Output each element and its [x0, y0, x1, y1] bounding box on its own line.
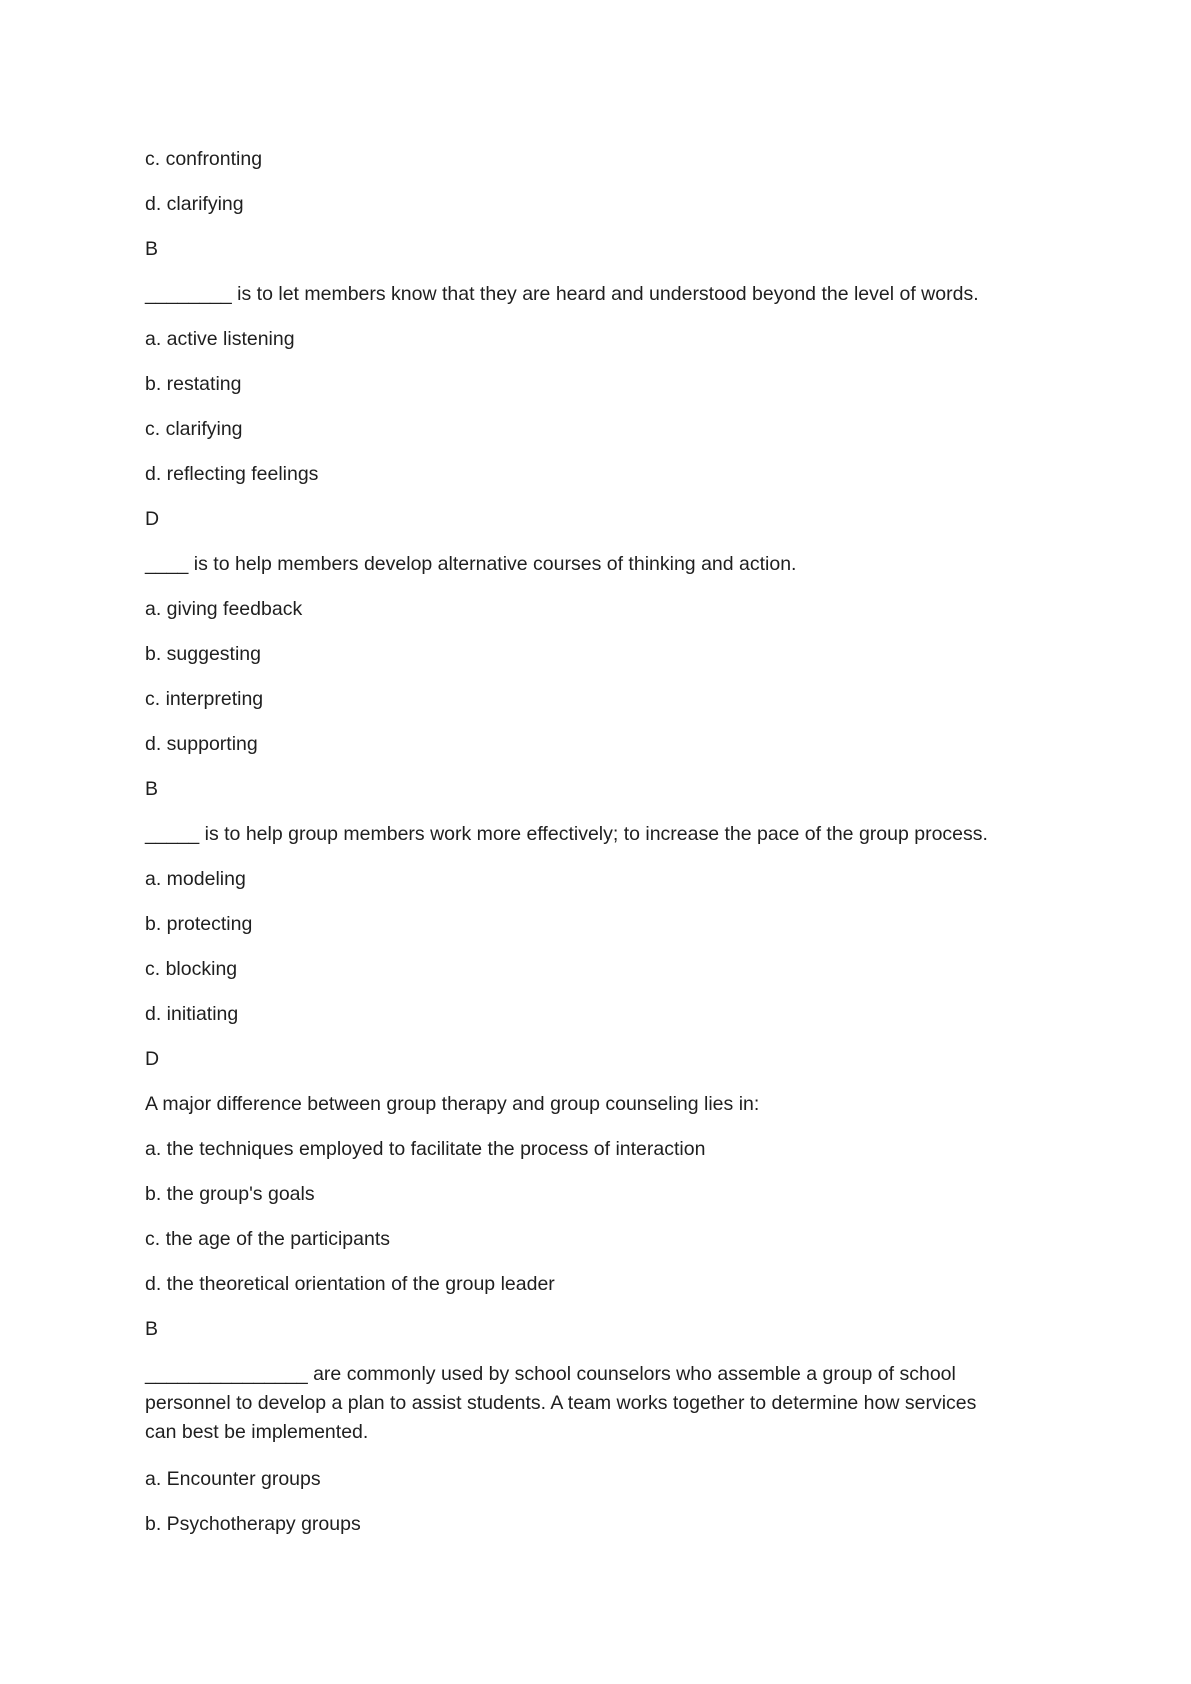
answer-key: D	[145, 1048, 160, 1070]
answer-key: B	[145, 1318, 159, 1340]
question-text: A major difference between group therapy and group counseling lies in:	[145, 1093, 760, 1115]
option-text: c. clarifying	[145, 418, 243, 440]
question-text: ________ is to let members know that they are heard and understood beyond the level of words.	[145, 283, 979, 305]
answer-key: D	[145, 508, 160, 530]
option-text: b. protecting	[145, 913, 253, 935]
option-text: a. giving feedback	[145, 598, 303, 620]
answer-key: B	[145, 778, 159, 800]
option-text: c. interpreting	[145, 688, 264, 710]
option-text: b. suggesting	[145, 643, 262, 665]
option-text: d. clarifying	[145, 193, 244, 215]
option-text: b. the group's goals	[145, 1183, 315, 1205]
question-line: _______________ are commonly used by school counselors who assemble a group of school	[145, 1363, 956, 1385]
option-text: c. the age of the participants	[145, 1228, 390, 1250]
option-text: a. Encounter groups	[145, 1468, 321, 1490]
option-text: d. the theoretical orientation of the group leader	[145, 1273, 555, 1295]
question-line: can best be implemented.	[145, 1421, 369, 1443]
question-text: ____ is to help members develop alternative courses of thinking and action.	[145, 553, 797, 575]
question-text: _____ is to help group members work more effectively; to increase the pace of the group process.	[145, 823, 988, 845]
option-text: a. active listening	[145, 328, 295, 350]
option-text: c. blocking	[145, 958, 238, 980]
option-text: c. confronting	[145, 148, 263, 170]
option-text: d. supporting	[145, 733, 258, 755]
option-text: a. the techniques employed to facilitate the process of interaction	[145, 1138, 706, 1160]
option-text: a. modeling	[145, 868, 246, 890]
option-text: b. restating	[145, 373, 242, 395]
question-paragraph	[145, 1360, 1045, 1447]
option-text: b. Psychotherapy groups	[145, 1513, 361, 1535]
answer-key: B	[145, 238, 159, 260]
option-text: d. initiating	[145, 1003, 239, 1025]
option-text: d. reflecting feelings	[145, 463, 319, 485]
question-line: personnel to develop a plan to assist students. A team works together to determine how services	[145, 1392, 977, 1414]
